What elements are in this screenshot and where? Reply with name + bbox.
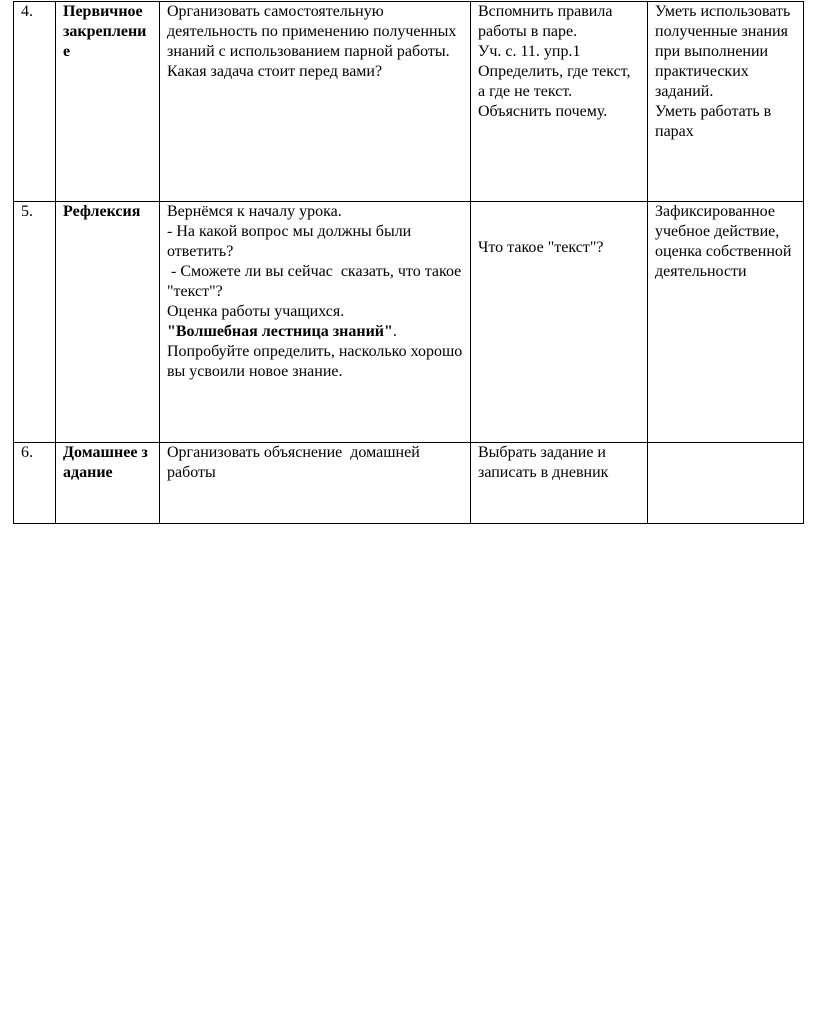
student-activity-text: Объяснить почему. <box>478 103 608 120</box>
result-cell <box>648 2 804 202</box>
result-text: Зафиксированное учебное действие, оценка собственной деятельности <box>655 203 796 280</box>
table-row <box>14 443 804 524</box>
result-cell <box>648 443 804 524</box>
teacher-activity-text: Организовать самостоятельную деятельность по применению полученных знаний с использованием парной работы. <box>167 3 461 60</box>
row-number: 5. <box>14 202 56 443</box>
result-cell <box>648 202 804 443</box>
emphasis-period: . <box>392 323 397 340</box>
teacher-activity-cell <box>160 202 471 443</box>
table-row <box>14 2 804 202</box>
teacher-activity-text: Вернёмся к началу урока. <box>167 203 342 220</box>
student-activity-text: Определить, где текст, а где не текст. <box>478 63 635 100</box>
row-number: 6. <box>14 443 56 524</box>
student-activity-cell <box>471 443 648 524</box>
student-activity-cell <box>471 202 648 443</box>
student-activity-text: Что такое "текст"? <box>478 239 604 256</box>
student-activity-text: Уч. с. 11. упр.1 <box>478 43 581 60</box>
teacher-activity-text: Оценка работы учащихся. <box>167 303 345 320</box>
student-activity-text: Выбрать задание и записать в дневник <box>478 444 610 481</box>
stage-title: Домашнее задание <box>56 443 160 524</box>
result-text: Уметь использовать полученные знания при выполнении практических заданий. <box>655 3 795 100</box>
lesson-plan-table <box>13 1 804 524</box>
teacher-activity-cell <box>160 443 471 524</box>
emphasis-text: "Волшебная лестница знаний" <box>167 323 393 340</box>
student-activity-cell <box>471 2 648 202</box>
teacher-activity-text: - На какой вопрос мы должны были ответить? <box>167 223 416 260</box>
teacher-activity-emphasis-line <box>167 322 464 342</box>
result-text: Уметь работать в парах <box>655 103 776 140</box>
row-number: 4. <box>14 2 56 202</box>
teacher-activity-cell <box>160 2 471 202</box>
student-activity-text: Вспомнить правила работы в паре. <box>478 3 617 40</box>
teacher-activity-text: - Сможете ли вы сейчас сказать, что такое "текст"? <box>167 263 466 300</box>
stage-title: Рефлексия <box>56 202 160 443</box>
stage-title: Первичное закрепление <box>56 2 160 202</box>
teacher-activity-text: Попробуйте определить, насколько хорошо вы усвоили новое знание. <box>167 343 467 380</box>
teacher-activity-text: Какая задача стоит перед вами? <box>167 63 383 80</box>
teacher-activity-text: Организовать объяснение домашней работы <box>167 444 424 481</box>
table-row <box>14 202 804 443</box>
